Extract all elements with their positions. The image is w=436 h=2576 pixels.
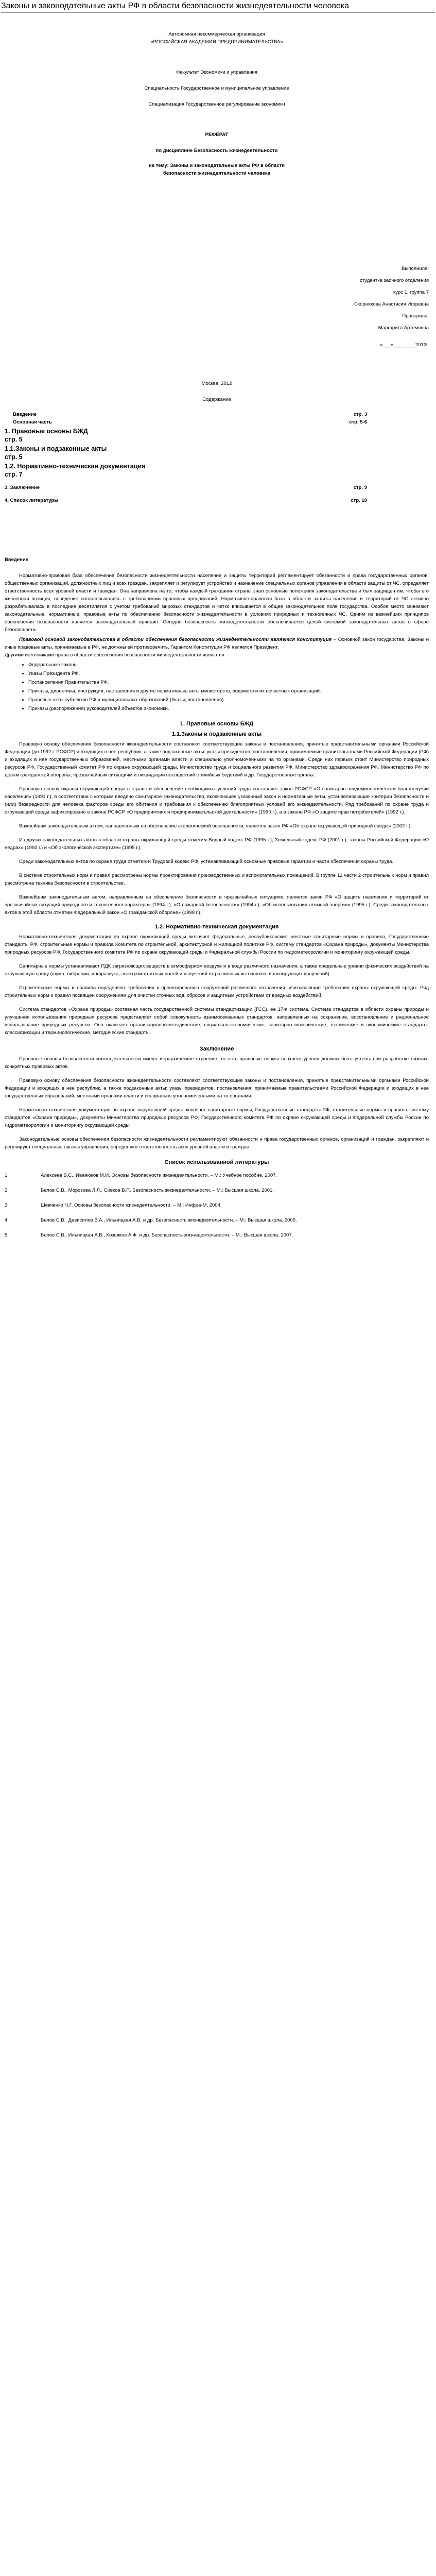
toc-item-page: стр. 10 (351, 498, 367, 503)
body-paragraph: Правовую основу обеспечения безопасности жизнедеятельности составляют соответствующие законы и постановления, принятые представительными органами Российской Федерации (до 1992 г. РСФСР) и входящих в нее республик, а также подзаконные акты: указы президентов, постановления, принимаемые правительствами Российской Федерации (РФ) и входящих в нее государственных образований, местными органами власти и специально уполномоченными на то органами. Среди них первым стоит Министерство природных ресурсов РФ, Государственный комитет РФ по охране окружающей среды, Министерство труда и социального развития РФ, Министерство здравоохранения РФ, Министерство РФ по делам гражданской обороны, чрезвычайным ситуациям и ликвидации последствий стихийных бедствий и др. Государственные органы. (5, 741, 429, 778)
toc-item (5, 497, 429, 504)
literature-number: 1. (5, 1173, 9, 1178)
student-course: курс 1, группа 7 (393, 290, 429, 295)
literature-item (5, 1172, 429, 1179)
literature-text: Белов С.В., Девисилов В.А., Ильницкая А.В. и др. Безопасность жизнедеятельности. – М.: Высшая школа, 2005. (41, 1217, 297, 1223)
literature-number: 5. (5, 1232, 9, 1238)
list-item: • Указы Президента РФ. (28, 670, 429, 677)
intro-paragraph: Другими источниками права в области обеспечения безопасности жизнедеятельности являются: (5, 652, 226, 658)
literature-text: Шевченко Н.Г. Основы безопасности жизнедеятельности. – М.: Инфра-М, 2004. (41, 1202, 222, 1208)
body-paragraph: Из других законодательных актов в области охраны окружающей среды отметим Водный кодекс РФ (1995 г.), Земельный кодекс РФ (2001 г.), законы Российской Федерации «О недрах» (1992 г.) и «Об экологической экспертизе» (1995 г.). (5, 837, 429, 851)
body-paragraph: Правовую основу охраны окружающей среды в стране и обеспечение необходимых условий труда составляет закон РСФСР «О санитарно-эпидемиологическом благополучии населения» (1991 г.), в соответствии с которым введено санитарное законодательство, включающее указанный закон и нормативные акты, устанавливающие критерии безопасности и (или) безвредности для человека факторов среды его обитания и требования к обеспечению благоприятных условий его жизнедеятельности. Ряд требований по охране труда и окружающей среды зафиксировано в законе РСФСР «О предприятиях и предпринимательской деятельности» (1990 г.), а в законе РФ «О защите прав потребителей» (1992 г.). (5, 786, 429, 815)
body-paragraph: Важнейшим законодательным актом, направленным на обеспечение экологической безопасности, является закон РФ «Об охране окружающей природной среды» (2002 г.). (19, 823, 412, 829)
toc-item-label: 4. Список литературы (5, 498, 59, 503)
body-paragraph: Санитарные нормы устанавливают ПДК загрязняющих веществ в атмосферном воздухе и в воде различного назначения, а также предельные уровни физических воздействий на окружающую среду (шума, вибрации, инфразвука, электромагнитных полей и излучений от различных источников, ионизирующих излучений). (5, 963, 429, 977)
specialty: Специальность Государственное и муниципальное управление (144, 86, 289, 91)
toc-item (5, 418, 429, 426)
faculty: Факультет Экономики и управления (176, 70, 257, 75)
document-body (0, 30, 436, 1239)
list-item: • Приказы, директивы, инструкции, наставления и другие нормативные акты министерств, ведомств и их нечастных организаций. (28, 687, 429, 695)
intro-heading: Введение (5, 557, 29, 563)
toc-item-page: стр. 5-6 (349, 419, 367, 425)
body-paragraph: Важнейшим законодательным актом, направленным на обеспечение безопасности в чрезвычайных ситуациях, является закон РФ «О защите населения и территорий от чрезвычайных ситуаций природного и техногенного характера» (1994 г.), «О пожарной безопасности» (1994 г.), «Об использовании атомной энергии» (1995 г.). Среди законодательных актов в этой области отметим Федеральный закон «О гражданской обороне» (1998 г.). (5, 894, 429, 916)
body-paragraph: Правовую основу обеспечения безопасности жизнедеятельности составляют соответствующие законы и постановления, принятые представительными органами Российской Федерации и входящих в нее республик, а также подзаконные акты: указы президентов, постановления, принимаемые правительствами Российской Федерации и входящих в нее государственных образований, местными органами власти и специально уполномоченными на то органами. (5, 1078, 429, 1099)
body-paragraph: Нормативно-техническая документация по охране окружающей среды включает федеральные, республиканские, местные санитарные нормы и правила, Государственные стандарты РФ, строительные нормы и правила Комитета по строительной, архитектурной и жилищной политике РФ, систему стандартов «Охрана природы», документы Министерства природных ресурсов РФ, Государственного комитета РФ по охране окружающей среды и Федеральной службы России по гидрометеорологии и мониторингу окружающей среды. (5, 934, 429, 955)
literature-section (5, 1158, 429, 1239)
intro-paragraph (5, 636, 429, 651)
org-name: «РОССИЙСКАЯ АКАДЕМИЯ ПРЕДПРИНИМАТЕЛЬСТВА» (150, 39, 283, 45)
constitution-emphasis: Правовой основой законодательства в области обеспечения безопасности жизнедеятельности является Конституция (19, 637, 332, 642)
org-type: Автономная некоммерческая организация (168, 31, 265, 37)
literature-number: 3. (5, 1202, 9, 1208)
title-page-header (5, 30, 429, 108)
body-paragraph: Законодательные основы обеспечения безопасности жизнедеятельности регламентируют обязанности и права государственных органов, организаций и граждан, закрепляют и регулируют специальные органы управления, определяют ответственность всех уровней власти и граждан. (5, 1137, 429, 1150)
signature-block (5, 265, 429, 349)
conclusion-heading: Заключение (199, 1046, 234, 1052)
specialization: Специализация Государственное регулирование экономики (148, 101, 285, 107)
subsection-heading: 1.2. Нормативно-техническая документация (154, 924, 279, 930)
referat-heading: РЕФЕРАТ (205, 132, 229, 138)
body-paragraph: Строительные нормы и правила определяют требования к проектированию сооружений различного назначения, учитывающие требования охраны окружающей среды. Ряд строительных норм и правил посвящен сооружениям для очистки сточных вод, сбросов и защитным устройствам от вредных воздействий. (5, 985, 429, 998)
subsection-heading: 1.1.Законы и подзаконные акты (171, 731, 262, 737)
list-item: • Постановления Правительства РФ. (28, 679, 429, 686)
conclusion-section (5, 1045, 429, 1151)
toc-item (5, 411, 429, 418)
toc-item-label: Основная часть (13, 419, 52, 425)
body-paragraph: Среди законодательных актов по охране труда отметим и Трудовой кодекс РФ, устанавливающий основные правовые гарантии и части обеспечения охраны труда. (19, 859, 394, 865)
intro-paragraph: Нормативно-правовая база обеспечения безопасности жизнедеятельности населения и защиты территорий регламентирует обязанности и права государственных органов, общественных организаций, должностных лиц и всех граждан, закрепляет и регулирует устройство и назначение специальных органов управления в области защиты от ЧС, определяет ответственность всех уровней власти и граждан. Она направлена на то, чтобы каждый гражданин страны знал основные положения законодательства и был защищен им, чтобы его жизненная позиция, поведение согласовывались с требованиями правовых предписаний. Нормативно-правовая база в области защиты населения и территорий от ЧС активно разрабатывалась в последние десятилетия с учетом требований мировых стандартов и четко вписывается в общее законодательное поле государства. Особое место занимают законодательные, нормативные, правовые акты по обеспечению безопасности жизнедеятельности в условиях природных и техногенных ЧС. Одним из важнейших принципов обеспечения безопасности является законодательный принцип. Сегодня безопасность жизнедеятельности обеспечивается целой системой законодательных актов в сфере безопасности. (5, 573, 429, 633)
student-name: Скорнякова Анастасия Игоревна (354, 301, 429, 307)
toc-item-label: Введение (13, 412, 37, 417)
toc-big-label: 1. Правовые основы БЖД (5, 428, 88, 435)
list-item: • Правовые акты субъектов РФ и муниципальных образований (Указы, постановления). (28, 696, 429, 704)
toc-big-label: 1.2. Нормативно-техническая документация (5, 463, 146, 470)
toc-item-label: 3. Заключение (5, 485, 40, 490)
toc-big-label: 1.1.Законы и подзаконные акты (5, 445, 107, 452)
literature-number: 2. (5, 1188, 9, 1193)
checked-label: Проверила: (402, 313, 429, 319)
toc-big-page: стр. 5 (5, 436, 23, 443)
signature-date: «___»________2012г. (380, 342, 429, 348)
literature-text: Белов С.В., Ильницкая А.В., Козьяков А.Ф. и др. Безопасность жизнедеятельности. – М.: Высшая школа, 2007. (41, 1232, 293, 1238)
toc-big-page: стр. 7 (5, 471, 23, 478)
city-year: Москва, 2012 (201, 381, 232, 386)
title-divider (1, 12, 435, 13)
page-title: Законы и законодательные акты РФ в области безопасности жизнедеятельности человека (1, 2, 350, 10)
performed-label: Выполнила: (402, 266, 429, 272)
list-item: • Федеральные законы. (28, 661, 429, 669)
literature-text: Белов С.В., Морозова Л.Л., Сивков В.П. Безопасность жизнедеятельности. – М.: Высшая школа, 2001. (41, 1188, 274, 1193)
body-paragraph: В системе строительных норм и правил рассмотрены нормы проектирования производственных и вспомогательных помещений. В группе 12 части 2 строительных норм и правил рассмотрена техника безопасности в строительстве. (5, 873, 429, 886)
body-paragraph: Нормативно-техническая документация по охране окружающей среды включает санитарные нормы, Государственные стандарты РФ, строительные нормы и правила, систему стандартов «Охрана природы», документы Министерства природных ресурсов РФ, Государственного комитета РФ по охране окружающей среды и Федеральной службы России по гидрометеорологии и мониторингу окружающей среды. (5, 1107, 429, 1128)
literature-item (5, 1231, 429, 1239)
toc-item-page: стр. 3 (353, 412, 367, 417)
toc-big-page: стр. 5 (5, 453, 23, 461)
toc-item-page: стр. 9 (353, 485, 367, 490)
sources-list (5, 661, 429, 713)
referat-block (5, 131, 429, 177)
constitution-text: – Основной закон государства. Законы и иные правовые акты, принимаемые в РФ, не должны ей противоречить. Гарантом Конституции РФ является Президент. (5, 637, 429, 650)
student-status: студентка заочного отделения (360, 278, 429, 283)
section-legal-basis (5, 720, 429, 1037)
section-heading: 1. Правовые основы БЖД (180, 721, 254, 727)
body-paragraph: Правовые основы безопасности жизнедеятельности имеют иерархическое строение, то есть правовые нормы верхнего уровня должны быть учтены при разработке нижних, конкретных правовых актов. (5, 1056, 429, 1070)
toc-item (5, 484, 429, 492)
table-of-contents (5, 411, 429, 504)
literature-item (5, 1216, 429, 1224)
intro-section (5, 556, 429, 713)
literature-item (5, 1187, 429, 1194)
referat-topic: на тему: Законы и законодательные акты РФ в области безопасности жизнедеятельности человека (148, 163, 285, 176)
literature-number: 4. (5, 1217, 9, 1223)
contents-heading: Содержание (202, 397, 231, 402)
body-paragraph: Система стандартов «Охрана природы» составная часть государственной системы стандартизации (ГСС), ее 17-я система. Система стандартов в области охраны природы и улучшения использования природных ресурсов представляет собой совокупность взаимосвязанных стандартов, направленных на сохранение, восстановление и рациональное использование природных ресурсов. Она включает организационно-методические, социально-экономические, санитарно-гигиенические, технические и экономические стандарты, классификации и терминологические, методические стандарты. (5, 1007, 429, 1036)
literature-item (5, 1201, 429, 1209)
literature-text: Алексеев В.С., Иванюков М.И. Основы безопасности жизнедеятельности. – М.: Учебное пособие, 2007. (41, 1173, 277, 1178)
list-item: • Приказы (распоряжения) руководителей объектов экономики. (28, 705, 429, 713)
checker-name: Маргарита Артемовна (378, 325, 429, 331)
referat-discipline: по дисциплине Безопасность жизнедеятельности (155, 148, 278, 154)
literature-heading: Список использованной литературы (164, 1159, 269, 1165)
